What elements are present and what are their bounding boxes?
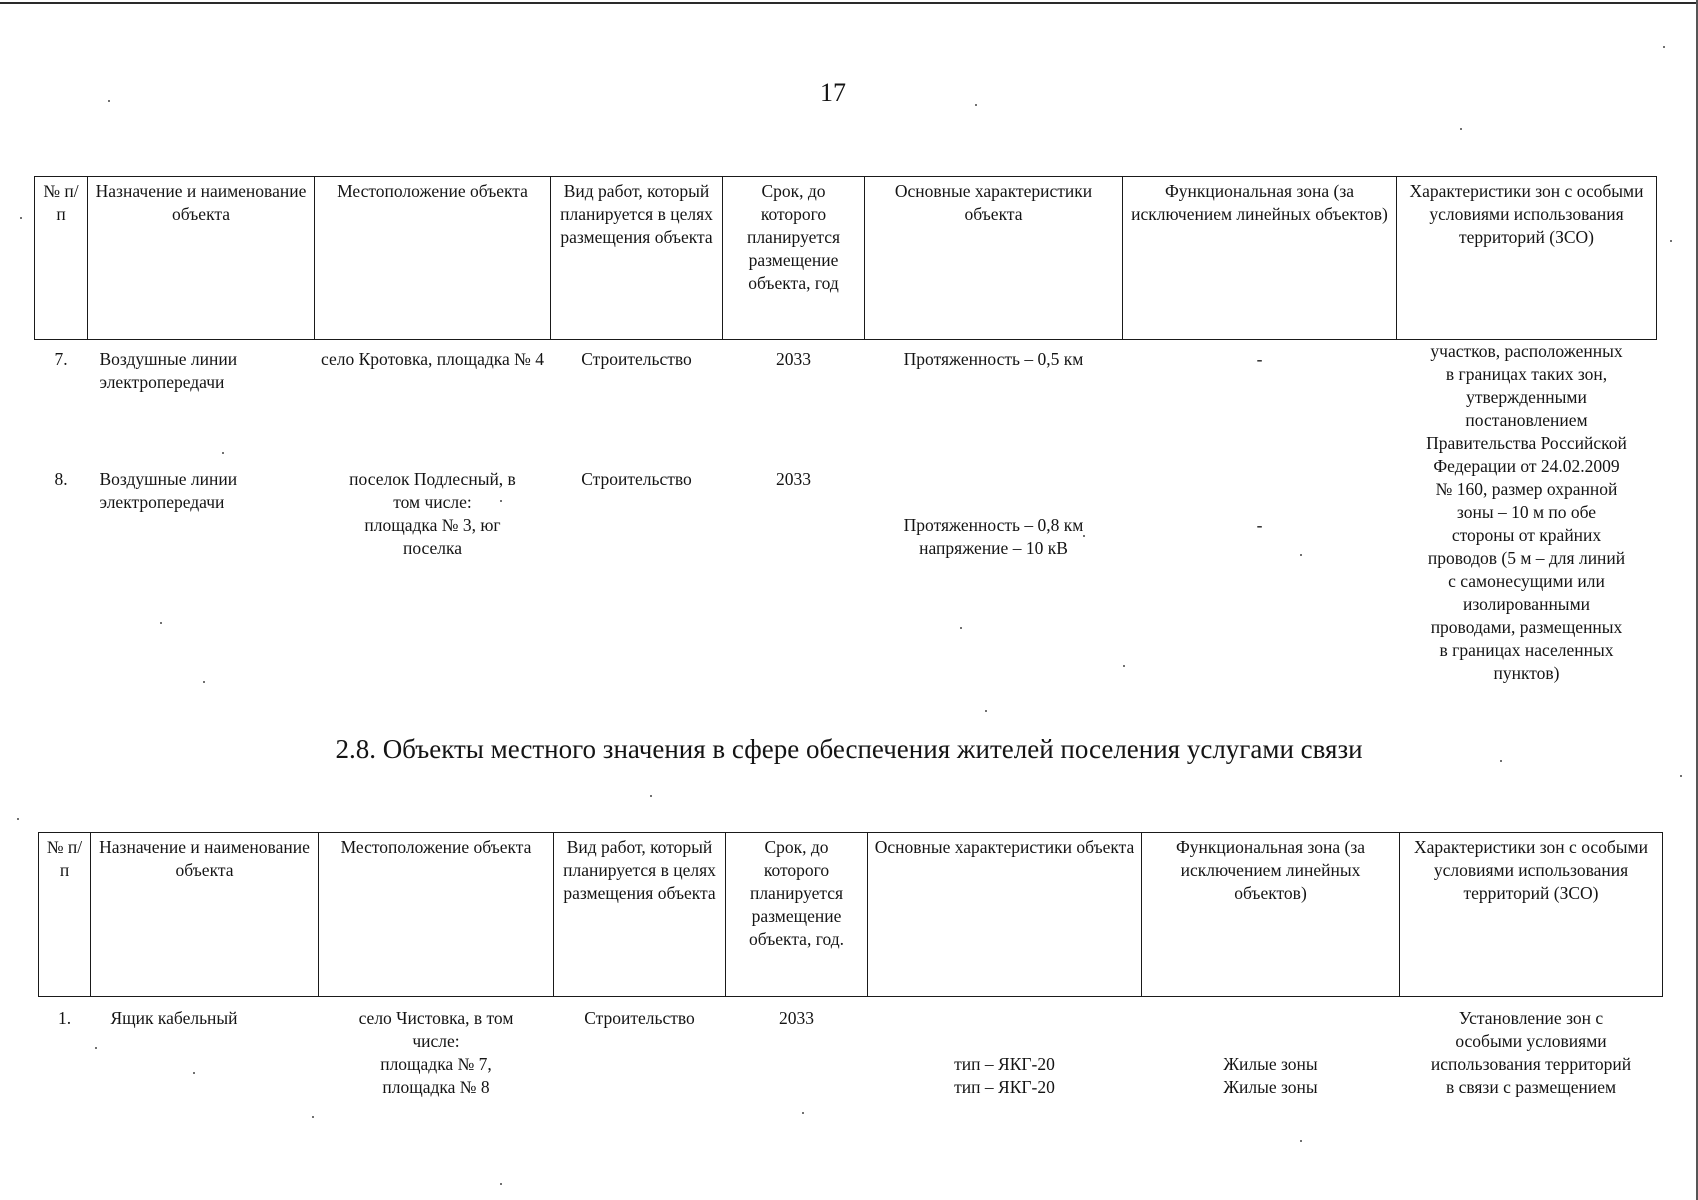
zso-line: проводами, размещенных <box>1430 617 1623 637</box>
table-communication-objects <box>38 832 1663 1099</box>
scan-speck <box>1300 1140 1302 1142</box>
scan-speck <box>960 627 962 629</box>
zso-line: постановлением <box>1465 410 1588 430</box>
table-header-row <box>35 177 1657 340</box>
header-functional-zone: Функциональная зона (за исключением линейных объектов) <box>1123 177 1397 340</box>
zso-line: зоны – 10 м по обе <box>1456 502 1597 522</box>
zso-line: изолированными <box>1462 594 1591 614</box>
header-functional-zone: Функциональная зона (за исключением линейных объектов) <box>1142 833 1400 997</box>
work-type: Строительство <box>584 1008 695 1028</box>
spacer <box>869 468 1119 491</box>
spacer <box>872 1007 1138 1030</box>
spacer <box>1146 1030 1396 1053</box>
zone-line: Жилые зоны <box>1223 1054 1318 1074</box>
section-heading: 2.8. Объекты местного значения в сфере обеспечения жителей поселения услугами связи <box>335 734 1363 764</box>
zso-line: утвержденными <box>1466 387 1587 407</box>
location-line: числе: <box>412 1031 460 1051</box>
object-characteristics <box>868 997 1142 1100</box>
scan-speck <box>1663 46 1665 48</box>
scan-speck <box>108 100 110 102</box>
spacer <box>1127 468 1393 491</box>
object-name: Воздушные линии электропередачи <box>99 349 238 392</box>
location-line: том числе: <box>393 492 472 513</box>
object-name: Ящик кабельный <box>110 1008 238 1028</box>
zso-line: Федерации от 24.02.2009 <box>1433 456 1620 476</box>
scan-speck <box>95 1047 97 1049</box>
characteristic-line: тип – ЯКГ-20 <box>954 1077 1055 1097</box>
page-top-border <box>0 2 1698 4</box>
zso-line: № 160, размер охранной <box>1435 479 1618 499</box>
zso-line: с самонесущими или <box>1448 571 1605 591</box>
scan-speck <box>1123 665 1125 667</box>
location-line: поселок Подлесный, в <box>349 469 516 490</box>
header-work-type: Вид работ, который планируется в целях размещения объекта <box>551 177 723 340</box>
table-row <box>35 340 1657 469</box>
object-characteristics: Протяженность – 0,5 км <box>903 349 1084 369</box>
zso-line: особыми условиями <box>1455 1031 1607 1051</box>
object-characteristics <box>865 468 1123 685</box>
location-line: площадка № 7, <box>380 1054 492 1074</box>
header-zso: Характеристики зон с особыми условиями использования территорий (ЗСО) <box>1397 177 1657 340</box>
zso-line: пунктов) <box>1493 663 1560 683</box>
scan-speck <box>1680 775 1682 777</box>
scan-speck <box>985 710 987 712</box>
row-number: 7. <box>54 349 68 369</box>
scan-speck <box>650 795 652 797</box>
header-name: Назначение и наименование объекта <box>88 177 315 340</box>
scan-speck <box>222 452 224 454</box>
scan-speck <box>20 217 22 219</box>
row-number: 8. <box>54 469 68 490</box>
object-location <box>319 997 554 1100</box>
deadline-year: 2033 <box>779 1008 814 1028</box>
zso-line: проводов (5 м – для линий <box>1427 548 1626 568</box>
zso-line: в связи с размещением <box>1445 1077 1617 1097</box>
header-name: Назначение и наименование объекта <box>91 833 319 997</box>
object-name: Воздушные линии электропередачи <box>99 469 238 513</box>
characteristic-line: Протяженность – 0,8 км <box>903 515 1084 536</box>
header-location: Местоположение объекта <box>319 833 554 997</box>
work-type: Строительство <box>581 349 692 369</box>
row-number: 1. <box>57 1008 72 1028</box>
zso-line: в границах населенных <box>1439 640 1614 660</box>
table-header-row <box>39 833 1663 997</box>
location-line: площадка № 3, юг <box>364 515 501 536</box>
spacer <box>869 491 1119 514</box>
scan-speck <box>1500 760 1502 762</box>
zso-line: в границах таких зон, <box>1445 364 1608 384</box>
scan-speck <box>500 1183 502 1185</box>
header-zso: Характеристики зон с особыми условиями использования территорий (ЗСО) <box>1400 833 1663 997</box>
scan-speck <box>1300 554 1302 556</box>
deadline-year: 2033 <box>776 349 811 369</box>
zso-characteristics <box>1397 340 1657 686</box>
header-work-type: Вид работ, который планируется в целях размещения объекта <box>554 833 726 997</box>
location-line: площадка № 8 <box>382 1077 490 1097</box>
scan-speck <box>500 500 502 502</box>
location-line: село Чистовка, в том <box>358 1008 514 1028</box>
zso-line: участков, расположенных <box>1430 341 1623 361</box>
scan-speck <box>975 104 977 106</box>
deadline-year: 2033 <box>776 469 811 490</box>
zso-line: Установление зон с <box>1458 1008 1604 1028</box>
zso-line: стороны от крайних <box>1451 525 1602 545</box>
page-number: 17 <box>820 78 846 107</box>
object-location <box>315 468 551 685</box>
zso-line: Правительства Российской <box>1426 433 1627 453</box>
functional-zone: - <box>1256 349 1263 369</box>
scan-speck <box>312 1116 314 1118</box>
spacer <box>1127 491 1393 514</box>
header-number: № п/п <box>35 177 88 340</box>
characteristic-line: тип – ЯКГ-20 <box>954 1054 1055 1074</box>
header-characteristics: Основные характеристики объекта <box>868 833 1142 997</box>
zone-line: Жилые зоны <box>1223 1077 1318 1097</box>
object-location: село Кротовка, площадка № 4 <box>321 349 544 369</box>
header-number: № п/п <box>39 833 91 997</box>
functional-zone <box>1142 997 1400 1100</box>
header-characteristics: Основные характеристики объекта <box>865 177 1123 340</box>
scan-speck <box>1460 128 1462 130</box>
location-line: поселка <box>402 538 463 559</box>
zso-line: использования территорий <box>1430 1054 1632 1074</box>
zso-characteristics <box>1400 997 1663 1100</box>
functional-zone <box>1123 468 1397 685</box>
header-location: Местоположение объекта <box>315 177 551 340</box>
spacer <box>1146 1007 1396 1030</box>
scan-speck <box>802 1112 804 1114</box>
table-row <box>39 997 1663 1100</box>
header-deadline: Срок, до которого планируется размещение объекта, год <box>723 177 865 340</box>
scan-speck <box>193 1072 195 1074</box>
zone-line: - <box>1256 515 1263 536</box>
characteristic-line: напряжение – 10 кВ <box>919 538 1068 559</box>
scan-speck <box>1083 535 1085 537</box>
table-power-lines <box>34 176 1657 685</box>
scan-speck <box>160 622 162 624</box>
work-type: Строительство <box>581 469 692 490</box>
scan-speck <box>17 818 19 820</box>
scan-speck <box>203 681 205 683</box>
scan-speck <box>1670 240 1672 242</box>
header-deadline: Срок, до которого планируется размещение объекта, год. <box>726 833 868 997</box>
spacer <box>872 1030 1138 1053</box>
